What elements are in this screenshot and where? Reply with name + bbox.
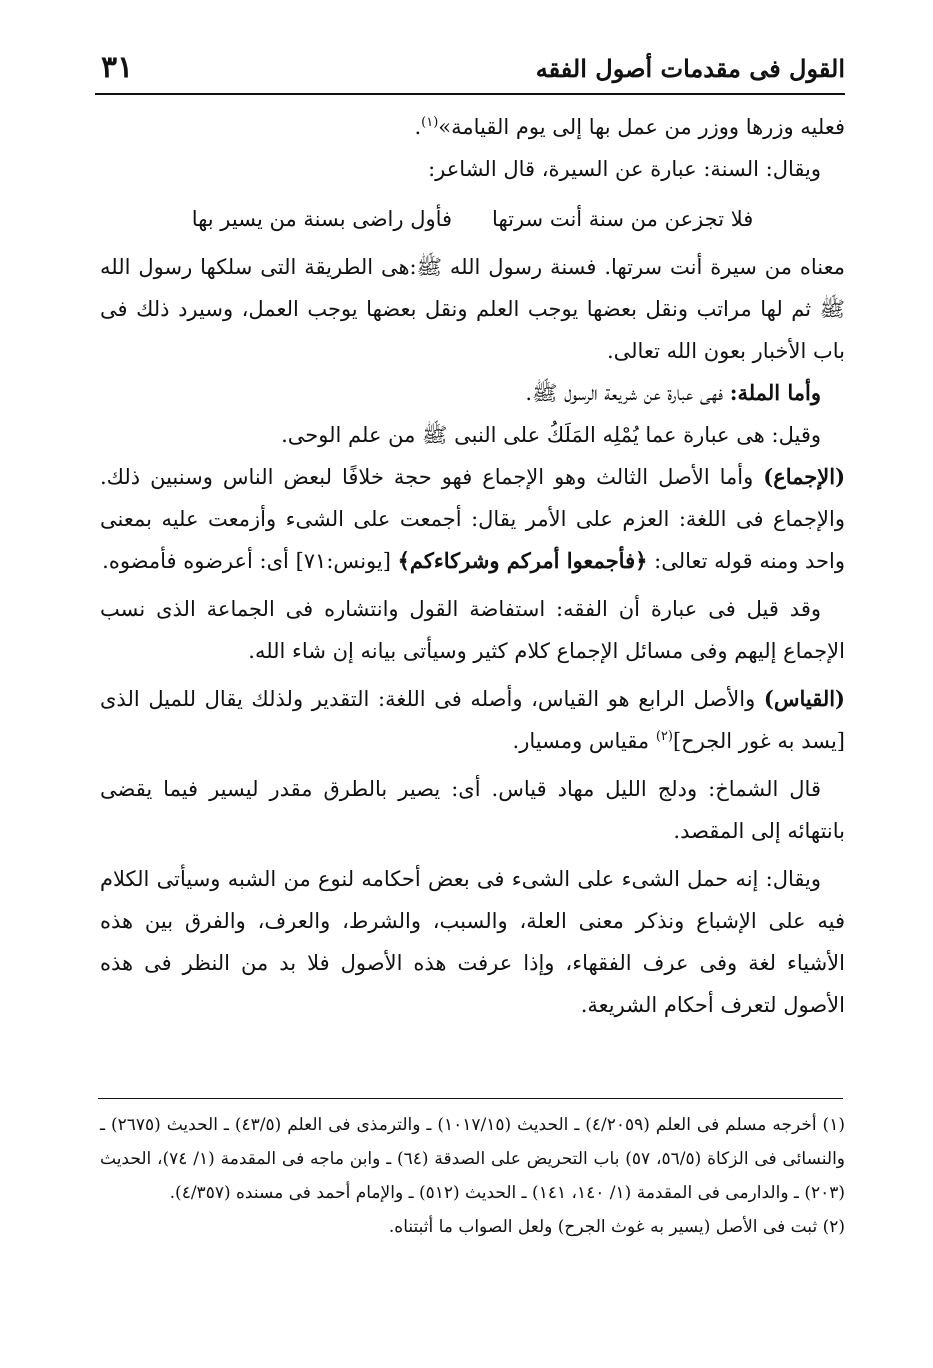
footnote-2: (٢) ثبت فى الأصل (يسير به غوث الجرح) ولعل الصواب ما أثبتناه. — [388, 1217, 845, 1237]
verse-hemistich-first: فلا تجزعن من سنة أنت سرتها — [492, 207, 754, 231]
term-qiyas: (القياس) — [763, 686, 845, 711]
quran-quote: ﴿فأجمعوا أمركم وشركاءكم﴾ — [397, 548, 648, 573]
footnote-ref-2[interactable]: (٢) — [655, 729, 673, 744]
running-title: القول فى مقدمات أصول الفقه — [535, 54, 845, 83]
paragraph-qiyas: (القياس) والأصل الرابع هو القياس، وأصله فى اللغة: التقدير ولذلك يقال للميل الذى [يسد به غور الجرح]$^{(٢)}$ مقياس ومسيار. — [100, 686, 845, 753]
main-text — [100, 106, 845, 1026]
paragraph-sunnah-meaning: معناه من سيرة أنت سرتها. فسنة رسول الله ﷺ:هى الطريقة التى سلكها رسول الله ﷺ ثم لها مراتب ونقل بعضها يوجب العلم ونقل بعضها يوجب العمل، وسيرد ذلك فى باب الأخبار بعون الله تعالى. — [100, 255, 845, 363]
header-rule — [95, 93, 845, 95]
footnote-1: (١) أخرجه مسلم فى العلم (٤/٢٠٥٩) ـ الحديث (١٠١٧/١٥) ـ والترمذى فى العلم (٤٣/٥) ـ الحديث (٢٦٧٥) ـ والنسائى فى الزكاة (٥٦/٥، ٥٧) باب التحريض على الصدقة (٦٤) ـ وابن ماجه فى المقدمة (١/ ٧٤)، الحديث (٢٠٣) ـ والدارمى فى المقدمة (١/ ١٤٠، ١٤١) ـ الحديث (٥١٢) ـ والإمام أحمد فى مسنده (٤/٣٥٧). — [100, 1115, 846, 1203]
term-ijma: (الإجماع) — [763, 464, 845, 489]
paragraph-hadith-end: فعليه وزرها ووزر من عمل بها إلى يوم القيامة»$^{(١)}$. — [414, 115, 845, 139]
paragraph-sunnah-definition: ويقال: السنة: عبارة عن السيرة، قال الشاعر: — [428, 157, 821, 181]
footnote-rule — [98, 1098, 843, 1099]
paragraph-millah: وأما الملة: فهى عبارة عن شريعة الرسول ﷺ. — [525, 380, 821, 405]
verse-hemistich-second: فأول راضى بسنة من يسير بها — [191, 207, 453, 231]
page-number: ٣١ — [101, 50, 134, 85]
paragraph-shammakh: قال الشماخ: ودلج الليل مهاد قياس. أى: يصير بالطرق مقدر ليسير فيما يقضى بانتهائه إلى المقصد. — [100, 777, 845, 843]
paragraph-qiyas-definition: ويقال: إنه حمل الشىء على الشىء فى بعض أحكامه لنوع من الشبه وسيأتى الكلام فيه على الإشباع ونذكر معنى العلة، والسبب، والشرط، والعرف، والفرق بين هذه الأشياء لغة وفى عرف الفقهاء، وإذا عرفت هذه الأصول فلا بد من النظر فى هذه الأصول لتعرف أحكام الشريعة. — [100, 867, 846, 1017]
quran-reference: [يونس:٧١] — [288, 549, 398, 573]
paragraph-ijma: (الإجماع) وأما الأصل الثالث وهو الإجماع فهو حجة خلافًا لبعض الناس وسنبين ذلك. والإجماع فى اللغة: العزم على الأمر يقال: أجمعت على الشىء وأزمعت عليه بمعنى واحد ومنه قوله تعالى: ﴿فأجمعوا أمركم وشركاءكم﴾ [يونس:٧١] أى: أعرضوه فأمضوه. — [100, 464, 845, 573]
paragraph-ijma-alt: وقد قيل فى عبارة أن الفقه: استفاضة القول وانتشاره فى الجماعة الذى نسب الإجماع إليهم وفى مسائل الإجماع كلام كثير وسيأتى بيانه إن شاء الله. — [100, 597, 845, 663]
footnotes — [100, 1108, 845, 1244]
footnote-ref-1[interactable]: (١) — [421, 115, 439, 130]
poetry-verse — [100, 198, 845, 240]
paragraph-millah-alt: وقيل: هى عبارة عما يُمْلِه المَلَكُ على النبى ﷺ من علم الوحى. — [281, 423, 821, 447]
page-header — [95, 50, 845, 90]
term-millah: وأما الملة: — [729, 380, 821, 405]
